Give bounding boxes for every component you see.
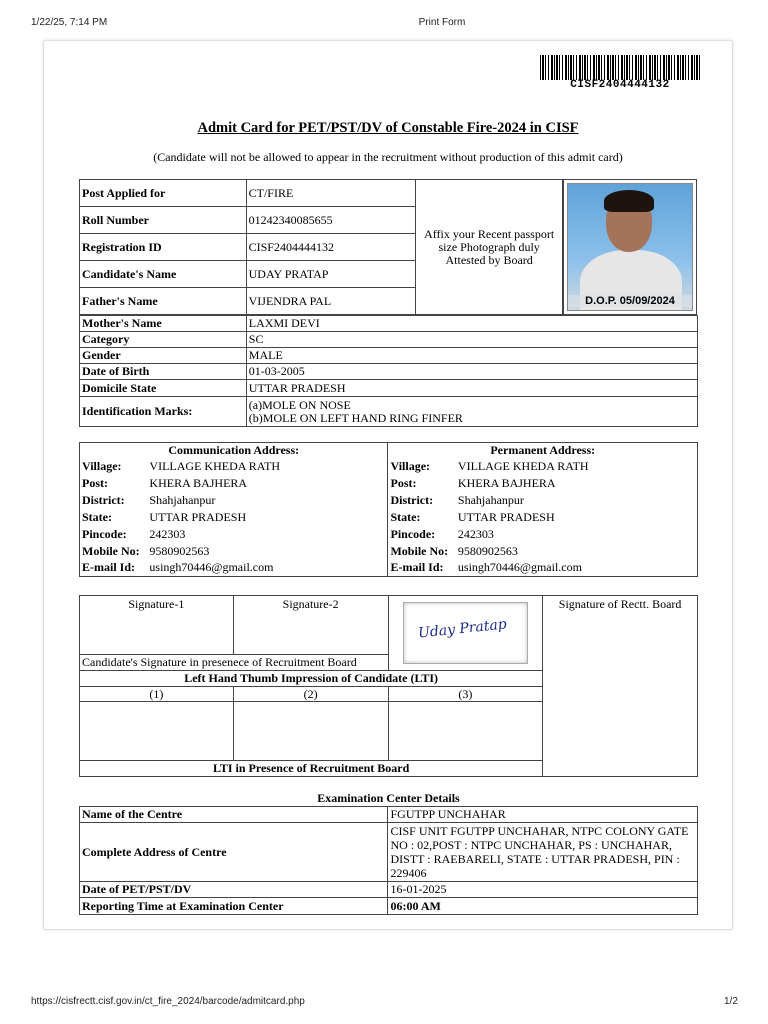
value-domicile: UTTAR PRADESH: [246, 380, 697, 397]
value-exam-date: 16-01-2025: [388, 882, 698, 898]
barcode-image: [540, 55, 700, 80]
perm-value: usingh70446@gmail.com: [456, 560, 698, 577]
value-father: VIJENDRA PAL: [246, 288, 416, 315]
print-page-number: 1/2: [724, 996, 738, 1007]
candidate-photo-frame: [563, 179, 697, 315]
candidate-details-bottom: [79, 315, 698, 427]
candidate-details-top: [79, 179, 563, 315]
comm-value: UTTAR PRADESH: [147, 509, 388, 526]
address-table: [79, 442, 698, 577]
perm-value: Shahjahanpur: [456, 492, 698, 509]
photo-date-caption: D.O.P. 05/09/2024: [568, 295, 692, 307]
signature-handwriting: Uday Pratap: [417, 616, 508, 642]
perm-label: E-mail Id:: [388, 560, 456, 577]
signature-table: [79, 595, 698, 777]
value-post: CT/FIRE: [246, 180, 416, 207]
label-father: Father's Name: [80, 288, 247, 315]
page-title: Admit Card for PET/PST/DV of Constable Fire-2024 in CISF: [197, 120, 579, 136]
value-registration: CISF2404444132: [246, 234, 416, 261]
print-url[interactable]: https://cisfrectt.cisf.gov.in/ct_fire_2024/barcode/admitcard.php: [31, 996, 305, 1007]
perm-label: District:: [388, 492, 456, 509]
label-domicile: Domicile State: [80, 380, 247, 397]
value-roll: 01242340085655: [246, 207, 416, 234]
comm-label: Village:: [80, 458, 148, 475]
label-exam-date: Date of PET/PST/DV: [80, 882, 388, 898]
lti-2-box: [233, 702, 388, 761]
perm-value: KHERA BAJHERA: [456, 475, 698, 492]
candidate-signature-image: [403, 602, 528, 664]
perm-value: 242303: [456, 526, 698, 543]
identification-mark-2: (b)MOLE ON LEFT HAND RING FINFER: [248, 410, 463, 425]
label-gender: Gender: [80, 348, 247, 364]
lti-footer: LTI in Presence of Recruitment Board: [80, 761, 543, 777]
perm-label: Pincode:: [388, 526, 456, 543]
label-post: Post Applied for: [80, 180, 247, 207]
comm-value: usingh70446@gmail.com: [147, 560, 388, 577]
lti-2-label: (2): [233, 687, 388, 702]
value-identification: [246, 397, 697, 427]
value-gender: MALE: [246, 348, 697, 364]
label-reporting-time: Reporting Time at Examination Center: [80, 898, 388, 915]
exam-center-heading: Examination Center Details: [317, 791, 460, 805]
comm-label: District:: [80, 492, 148, 509]
communication-address-heading: Communication Address:: [80, 443, 388, 458]
label-mother: Mother's Name: [80, 316, 247, 332]
lti-3-box: [388, 702, 543, 761]
rectt-board-signature-box: Signature of Rectt. Board: [543, 596, 698, 777]
label-category: Category: [80, 332, 247, 348]
comm-value: KHERA BAJHERA: [147, 475, 388, 492]
lti-3-label: (3): [388, 687, 543, 702]
print-datetime: 1/22/25, 7:14 PM: [31, 17, 108, 28]
value-centre-name: FGUTPP UNCHAHAR: [388, 807, 698, 823]
value-category: SC: [246, 332, 697, 348]
value-mother: LAXMI DEVI: [246, 316, 697, 332]
comm-label: Mobile No:: [80, 543, 148, 560]
print-title: Print Form: [418, 17, 466, 28]
identification-mark-1: (a)MOLE ON NOSE: [248, 397, 351, 412]
label-registration: Registration ID: [80, 234, 247, 261]
lti-1-box: [80, 702, 234, 761]
presence-note: Candidate's Signature in presenece of Recruitment Board: [80, 655, 389, 671]
signature-2-box: Signature-2: [233, 596, 388, 655]
page-subtitle: (Candidate will not be allowed to appear in the recruitment without production of this admit card): [153, 150, 623, 164]
value-dob: 01-03-2005: [246, 364, 697, 380]
label-name: Candidate's Name: [80, 261, 247, 288]
affix-photo-note: Affix your Recent passport size Photograph duly Attested by Board: [416, 180, 563, 315]
comm-value: 242303: [147, 526, 388, 543]
permanent-address-heading: Permanent Address:: [388, 443, 698, 458]
perm-label: Post:: [388, 475, 456, 492]
perm-value: UTTAR PRADESH: [456, 509, 698, 526]
lti-1-label: (1): [80, 687, 234, 702]
value-reporting-time: 06:00 AM: [388, 898, 698, 915]
perm-value: VILLAGE KHEDA RATH: [456, 458, 698, 475]
label-centre-name: Name of the Centre: [80, 807, 388, 823]
comm-label: E-mail Id:: [80, 560, 148, 577]
perm-label: Mobile No:: [388, 543, 456, 560]
perm-label: State:: [388, 509, 456, 526]
comm-label: Post:: [80, 475, 148, 492]
comm-label: Pincode:: [80, 526, 148, 543]
candidate-photo: [567, 183, 693, 311]
value-centre-address: CISF UNIT FGUTPP UNCHAHAR, NTPC COLONY GATE NO : 02,POST : NTPC UNCHAHAR, PS : UNCHAHAR, DISTT : RAEBARELI, STATE : UTTAR PRADESH, PIN : 229406: [388, 823, 698, 882]
exam-center-table: [79, 806, 698, 915]
perm-label: Village:: [388, 458, 456, 475]
label-centre-address: Complete Address of Centre: [80, 823, 388, 882]
label-identification: Identification Marks:: [80, 397, 247, 427]
label-roll: Roll Number: [80, 207, 247, 234]
comm-value: VILLAGE KHEDA RATH: [147, 458, 388, 475]
comm-value: 9580902563: [147, 543, 388, 560]
comm-value: Shahjahanpur: [147, 492, 388, 509]
perm-value: 9580902563: [456, 543, 698, 560]
value-name: UDAY PRATAP: [246, 261, 416, 288]
comm-label: State:: [80, 509, 148, 526]
barcode-text: CISF2404444132: [570, 79, 670, 91]
signature-1-box: Signature-1: [80, 596, 234, 655]
lti-heading: Left Hand Thumb Impression of Candidate (LTI): [80, 671, 543, 687]
label-dob: Date of Birth: [80, 364, 247, 380]
